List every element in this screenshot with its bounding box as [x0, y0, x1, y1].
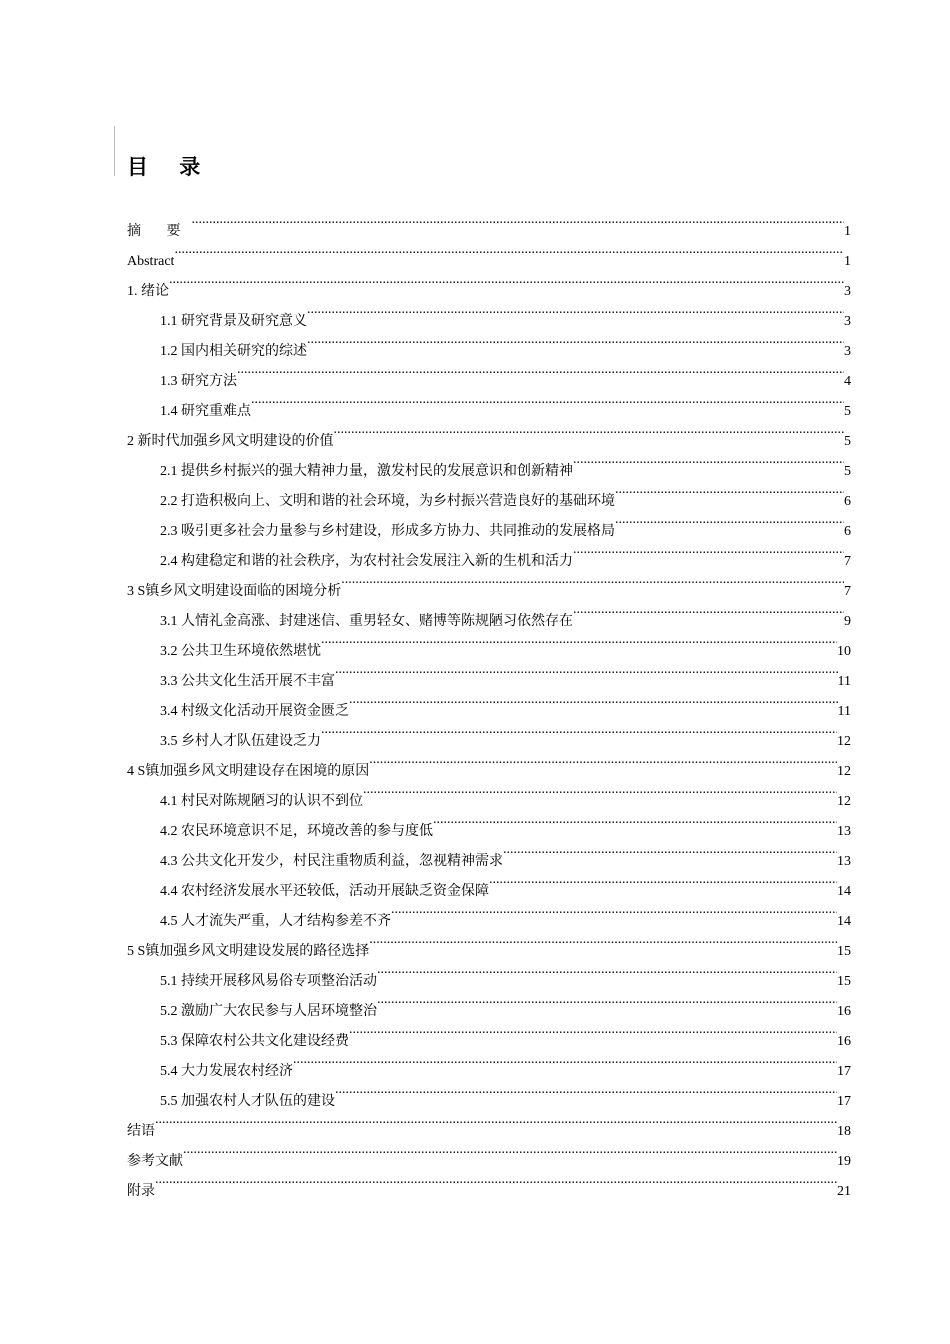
- toc-entry-page-number: 11: [837, 674, 851, 689]
- toc-entry-page-number: 13: [837, 824, 851, 839]
- toc-dot-leader: [335, 655, 838, 685]
- toc-entry-page-number: 6: [844, 524, 851, 539]
- toc-entry-page-number: 10: [837, 644, 851, 659]
- toc-dot-leader: [341, 565, 844, 595]
- toc-entry-label: 2.3 吸引更多社会力量参与乡村建设，形成多方协力、共同推动的发展格局: [160, 524, 615, 539]
- toc-entry[interactable]: [127, 1165, 851, 1199]
- toc-entry-page-number: 12: [837, 764, 851, 779]
- toc-entry-page-number: 6: [844, 494, 851, 509]
- toc-entry-page-number: 12: [837, 734, 851, 749]
- toc-entry-label: 3.5 乡村人才队伍建设乏力: [160, 734, 321, 749]
- toc-dot-leader: [251, 385, 844, 415]
- toc-entry-page-number: 5: [844, 404, 851, 419]
- toc-dot-leader: [307, 295, 844, 325]
- toc-entry-page-number: 5: [844, 434, 851, 449]
- toc-dot-leader: [363, 775, 837, 805]
- toc-entry-label: 4.2 农民环境意识不足，环境改善的参与度低: [160, 824, 433, 839]
- toc-entry-page-number: 15: [837, 974, 851, 989]
- toc-entry-page-number: 3: [844, 284, 851, 299]
- toc-entry-label: 3.3 公共文化生活开展不丰富: [160, 674, 335, 689]
- toc-entry-label: 3.4 村级文化活动开展资金匮乏: [160, 704, 349, 719]
- toc-entry-page-number: 17: [837, 1064, 851, 1079]
- toc-entry-label: 1. 绪论: [127, 284, 169, 299]
- toc-entry-label: 2 新时代加强乡风文明建设的价值: [127, 434, 334, 449]
- toc-dot-leader: [349, 685, 838, 715]
- toc-dot-leader: [155, 1165, 837, 1195]
- toc-entry-label: 摘 要: [127, 224, 192, 239]
- toc-entry-label: 1.1 研究背景及研究意义: [160, 314, 307, 329]
- toc-entry-page-number: 14: [837, 914, 851, 929]
- toc-entry-page-number: 9: [844, 614, 851, 629]
- toc-entry-label: 5 S镇加强乡风文明建设发展的路径选择: [127, 944, 370, 959]
- toc-entry-label: 附录: [127, 1184, 155, 1199]
- toc-dot-leader: [335, 1075, 837, 1105]
- toc-dot-leader: [369, 745, 837, 775]
- toc-dot-leader: [369, 925, 837, 955]
- toc-dot-leader: [237, 355, 844, 385]
- toc-entry[interactable]: [127, 235, 851, 269]
- toc-entry-page-number: 4: [844, 374, 851, 389]
- toc-entry-label: 4.1 村民对陈规陋习的认识不到位: [160, 794, 363, 809]
- toc-dot-leader: [503, 835, 837, 865]
- toc-entry-label: 1.2 国内相关研究的综述: [160, 344, 307, 359]
- toc-dot-leader: [192, 205, 845, 235]
- toc-dot-leader: [377, 955, 837, 985]
- toc-entry-label: 5.2 激励广大农民参与人居环境整治: [160, 1004, 377, 1019]
- toc-dot-leader: [169, 265, 844, 295]
- toc-entry[interactable]: [127, 1135, 851, 1169]
- toc-entry-label: 5.4 大力发展农村经济: [160, 1064, 293, 1079]
- toc-dot-leader: [573, 595, 844, 625]
- toc-entry-page-number: 7: [844, 584, 851, 599]
- toc-dot-leader: [573, 535, 844, 565]
- toc-entry-page-number: 17: [837, 1094, 851, 1109]
- toc-entry-label: 2.4 构建稳定和谐的社会秩序，为农村社会发展注入新的生机和活力: [160, 554, 573, 569]
- toc-dot-leader: [489, 865, 837, 895]
- toc-entry-page-number: 3: [844, 314, 851, 329]
- toc-entry-page-number: 13: [837, 854, 851, 869]
- toc-entry-label: 3.1 人情礼金高涨、封建迷信、重男轻女、赌博等陈规陋习依然存在: [160, 614, 573, 629]
- toc-entry-page-number: 19: [837, 1154, 851, 1169]
- toc-dot-leader: [377, 985, 837, 1015]
- toc-dot-leader: [321, 625, 837, 655]
- toc-entry-label: 5.3 保障农村公共文化建设经费: [160, 1034, 349, 1049]
- toc-dot-leader: [321, 715, 837, 745]
- toc-entry-page-number: 1: [844, 224, 851, 239]
- toc-entry-label: 2.1 提供乡村振兴的强大精神力量，激发村民的发展意识和创新精神: [160, 464, 573, 479]
- toc-dot-leader: [174, 235, 844, 265]
- title-margin-marker: [114, 126, 115, 176]
- table-of-contents: [127, 205, 851, 1199]
- toc-entry-label: 3.2 公共卫生环境依然堪忧: [160, 644, 321, 659]
- toc-entry-page-number: 15: [837, 944, 851, 959]
- toc-entry-label: 参考文献: [127, 1154, 183, 1169]
- toc-entry-label: 1.3 研究方法: [160, 374, 237, 389]
- toc-entry-label: 3 S镇乡风文明建设面临的困境分析: [127, 584, 342, 599]
- toc-entry-page-number: 5: [844, 464, 851, 479]
- toc-entry-label: 2.2 打造积极向上、文明和谐的社会环境，为乡村振兴营造良好的基础环境: [160, 494, 615, 509]
- toc-entry-label: 4.3 公共文化开发少，村民注重物质利益，忽视精神需求: [160, 854, 503, 869]
- page-title: 目 录: [127, 155, 213, 180]
- toc-entry-label: 4.4 农村经济发展水平还较低，活动开展缺乏资金保障: [160, 884, 489, 899]
- toc-entry-page-number: 12: [837, 794, 851, 809]
- toc-entry-page-number: 16: [837, 1004, 851, 1019]
- toc-entry-label: 4.5 人才流失严重，人才结构参差不齐: [160, 914, 391, 929]
- toc-dot-leader: [307, 325, 844, 355]
- toc-dot-leader: [615, 475, 844, 505]
- toc-dot-leader: [334, 415, 845, 445]
- toc-dot-leader: [433, 805, 837, 835]
- toc-dot-leader: [293, 1045, 837, 1075]
- toc-entry-page-number: 21: [837, 1184, 851, 1199]
- toc-entry-label: 1.4 研究重难点: [160, 404, 251, 419]
- toc-dot-leader: [155, 1105, 837, 1135]
- toc-entry-label: 5.1 持续开展移风易俗专项整治活动: [160, 974, 377, 989]
- toc-entry-label: 4 S镇加强乡风文明建设存在困境的原因: [127, 764, 370, 779]
- toc-entry[interactable]: [127, 295, 851, 329]
- toc-entry-page-number: 18: [837, 1124, 851, 1139]
- toc-entry-page-number: 14: [837, 884, 851, 899]
- toc-dot-leader: [391, 895, 837, 925]
- toc-entry-label: Abstract: [127, 254, 175, 269]
- toc-entry-page-number: 7: [844, 554, 851, 569]
- toc-entry[interactable]: [127, 265, 851, 299]
- toc-dot-leader: [183, 1135, 837, 1165]
- toc-entry-page-number: 1: [844, 254, 851, 269]
- toc-entry-label: 结语: [127, 1124, 155, 1139]
- toc-dot-leader: [573, 445, 844, 475]
- toc-entry[interactable]: [127, 1105, 851, 1139]
- toc-entry-page-number: 11: [837, 704, 851, 719]
- toc-entry-page-number: 3: [844, 344, 851, 359]
- toc-entry-label: 5.5 加强农村人才队伍的建设: [160, 1094, 335, 1109]
- toc-entry-page-number: 16: [837, 1034, 851, 1049]
- toc-dot-leader: [349, 1015, 837, 1045]
- toc-entry[interactable]: [127, 205, 851, 239]
- toc-dot-leader: [615, 505, 844, 535]
